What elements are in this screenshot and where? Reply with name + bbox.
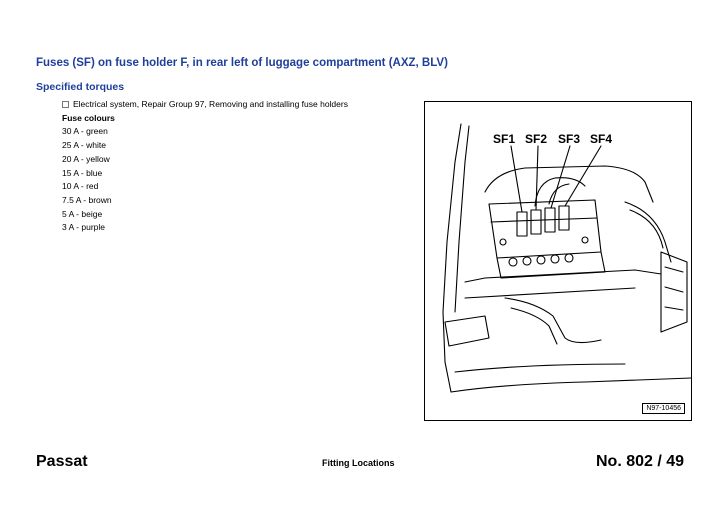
reference-bullet-icon [62, 101, 69, 108]
section-subtitle: Specified torques [36, 81, 125, 93]
figure-code: N97-10456 [642, 403, 685, 414]
footer-section: Fitting Locations [322, 458, 395, 468]
fuse-colour-item: 3 A - purple [62, 222, 106, 233]
footer-model: Passat [36, 453, 88, 470]
footer-page-number: No. 802 / 49 [596, 453, 685, 470]
fuse-colour-item: 20 A - yellow [62, 153, 110, 164]
page-title: Fuses (SF) on fuse holder F, in rear left of luggage compartment (AXZ, BLV) [36, 57, 448, 69]
reference-text: Electrical system, Repair Group 97, Removing and installing fuse holders [73, 99, 348, 109]
fuse-colours-heading: Fuse colours [62, 112, 115, 123]
reference-link[interactable] [62, 98, 348, 112]
figure-label-sf2: SF2 [525, 132, 548, 146]
fuse-colour-item: 5 A - beige [62, 208, 103, 219]
fuse-holder-illustration [425, 102, 693, 422]
fuse-colour-item: 25 A - white [62, 140, 106, 151]
fuse-colour-item: 30 A - green [62, 126, 108, 137]
fuse-colour-item: 15 A - blue [62, 167, 103, 178]
fuse-holder-figure [424, 101, 692, 421]
figure-label-sf1: SF1 [493, 132, 516, 146]
content-block [62, 98, 348, 235]
fuse-colour-item: 10 A - red [62, 181, 99, 192]
figure-label-sf3: SF3 [558, 132, 581, 146]
fuse-colour-item: 7.5 A - brown [62, 194, 112, 205]
figure-label-sf4: SF4 [590, 132, 613, 146]
